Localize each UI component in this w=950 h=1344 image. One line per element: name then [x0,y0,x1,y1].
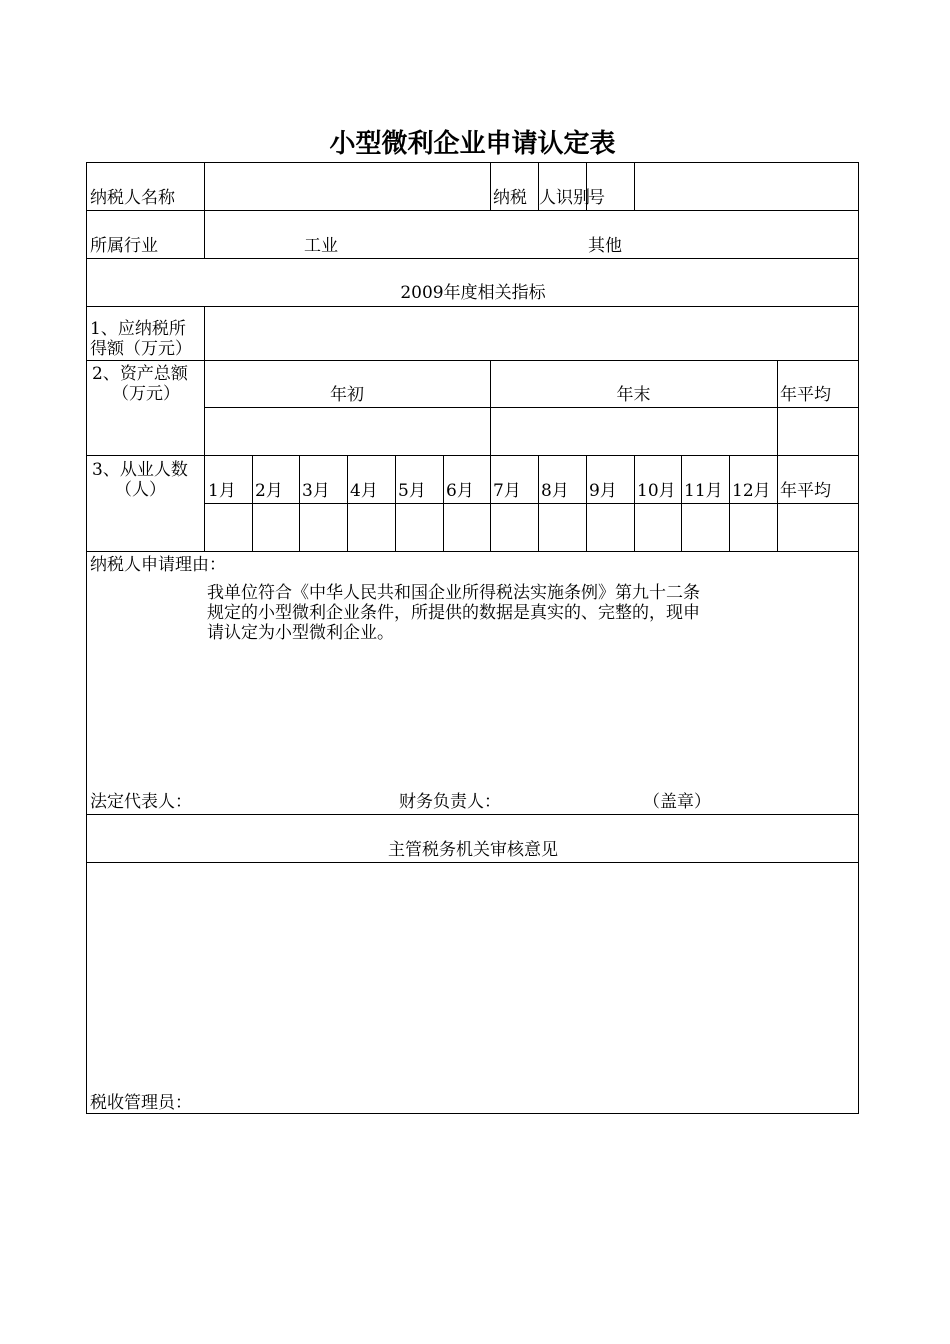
employees-label-line1: 3、从业人数 [92,460,188,480]
tax-officer-label: 税收管理员： [90,1093,192,1113]
col-divider [681,455,682,551]
col-divider [490,163,491,210]
assets-average-label: 年平均 [780,385,831,405]
application-statement [207,583,767,643]
month-label: 3月 [302,481,330,501]
total-assets-label-line1: 2、资产总额 [92,364,188,384]
industry-label: 所属行业 [90,236,158,256]
assets-begin-label: 年初 [330,385,364,405]
row-divider [204,503,859,504]
month-label: 9月 [589,481,617,501]
employees-label-line2: （人） [115,480,166,500]
col-divider [538,455,539,551]
taxpayer-name-label: 纳税人名称 [90,188,175,208]
review-header: 主管税务机关审核意见 [388,840,558,860]
taxpayer-id-label-part1: 纳税 [493,188,527,208]
row-divider [87,814,859,815]
month-label: 2月 [255,481,283,501]
legal-representative-label: 法定代表人： [90,792,192,812]
assets-average-field[interactable] [778,408,858,454]
month-label: 10月 [637,481,676,501]
col-divider [634,455,635,551]
total-assets-label-line2: （万元） [112,384,180,404]
row-divider [87,210,859,211]
taxable-income-label-line2: 得额（万元） [90,339,192,359]
col-divider [395,455,396,551]
taxable-income-label-line1: 1、应纳税所 [90,319,186,339]
col-divider [347,455,348,551]
assets-end-label: 年末 [616,385,651,405]
taxpayer-id-label-part3: 号 [588,188,605,208]
col-divider [490,455,491,551]
application-reason-label: 纳税人申请理由： [90,555,226,575]
col-divider [204,210,205,258]
month-label: 11月 [684,481,723,501]
indicators-header: 2009年度相关指标 [400,283,546,303]
form-title: 小型微利企业申请认定表 [329,129,616,159]
month-label: 4月 [350,481,378,501]
col-divider [777,455,778,551]
assets-end-field[interactable] [491,408,776,454]
col-divider [252,455,253,551]
employees-average-label: 年平均 [780,481,831,501]
statement-line: 规定的小型微利企业条件，所提供的数据是真实的、完整的，现申 [207,603,700,623]
application-form-table [86,162,859,1114]
industry-option-industrial[interactable]: 工业 [304,236,338,256]
taxpayer-id-field[interactable] [635,164,858,209]
row-divider [87,258,859,259]
month-label: 6月 [446,481,474,501]
seal-label: （盖章） [643,792,711,812]
taxpayer-name-field[interactable] [205,164,489,209]
statement-line: 请认定为小型微利企业。 [207,623,394,643]
taxable-income-field[interactable] [205,307,858,359]
month-label: 5月 [398,481,426,501]
finance-head-label: 财务负责人： [399,792,501,812]
col-divider [443,455,444,551]
col-divider [729,455,730,551]
statement-line: 我单位符合《中华人民共和国企业所得税法实施条例》第九十二条 [207,583,700,603]
month-label: 7月 [493,481,521,501]
month-label: 12月 [732,481,771,501]
row-divider [87,551,859,552]
col-divider [299,455,300,551]
review-opinion-field[interactable] [88,863,858,1088]
taxpayer-id-label-part2: 人识别 [539,188,590,208]
col-divider [586,455,587,551]
month-label: 1月 [208,481,236,501]
assets-begin-field[interactable] [205,408,489,454]
industry-option-other[interactable]: 其他 [588,236,622,256]
month-label: 8月 [541,481,569,501]
row-divider [87,455,859,456]
row-divider [87,360,859,361]
